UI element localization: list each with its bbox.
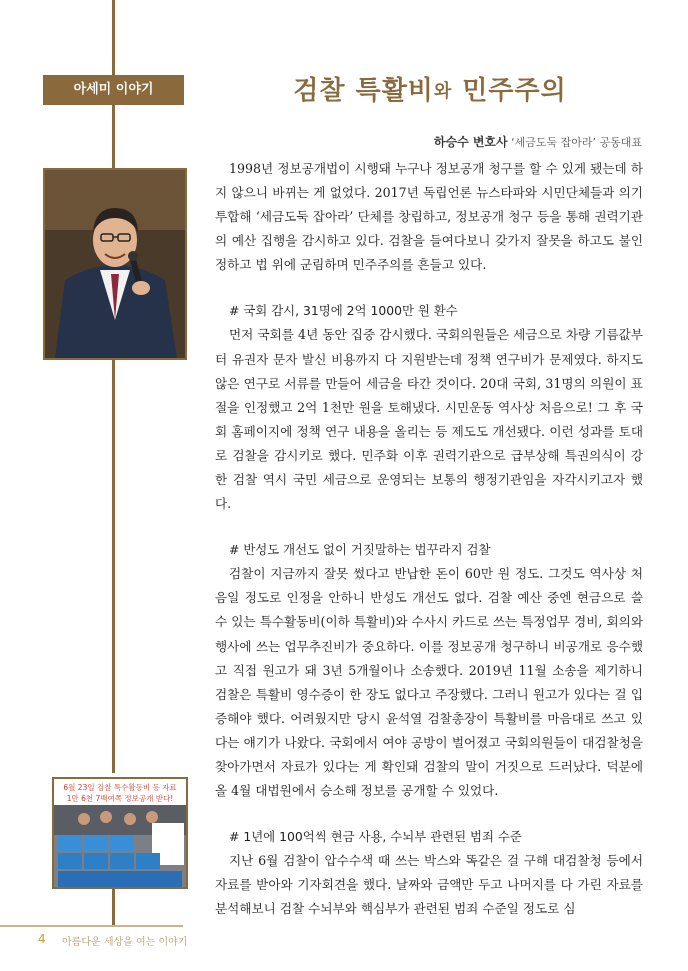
paragraph: 1998년 정보공개법이 시행돼 누구나 정보공개 청구를 할 수 있게 됐는데 하지 않으니 바뀌는 게 없었다. 2017년 독립언론 뉴스타파와 시민단체들과 의기투합해 ‘세금도둑 잡아라’ 단체를 창립하고, 정보공개 청구 등을 통해 권력기관의 예산 집행을 감시하고 있다. 검찰을 들여다보니 갖가지 잘못을 하고도 불인정하고 법 위에 군림하며 민주주의를 흔들고 있다.	[215, 161, 643, 273]
event-photo	[52, 777, 188, 889]
title-part2: 민주주의	[452, 76, 567, 106]
byline	[434, 133, 642, 150]
article-title	[255, 70, 605, 107]
author-org: ‘세금도둑 잡아라’ 공동대표	[511, 136, 642, 149]
caption-line1: 6월 23일 검찰 특수활동비 등 자료	[63, 783, 177, 792]
decorative-vertical-line	[112, 357, 115, 773]
subheading: # 1년에 100억씩 현금 사용, 수뇌부 관련된 범죄 수준	[229, 829, 522, 845]
footer-text: 아름다운 세상을 여는 이야기	[62, 937, 188, 948]
decorative-vertical-line	[112, 887, 115, 925]
article-body	[215, 157, 643, 921]
caption-line2: 1만 6천 7백여쪽 정보공개 받다!	[66, 794, 174, 803]
subheading: # 반성도 개선도 없이 거짓말하는 법꾸라지 검찰	[229, 542, 491, 558]
title-wa: 와	[433, 81, 453, 102]
section-tag: 아세미 이야기	[43, 75, 184, 105]
decorative-vertical-line	[112, 0, 115, 75]
subheading: # 국회 감시, 31명에 2억 1000만 원 환수	[229, 303, 458, 319]
footer-divider	[0, 925, 183, 927]
author-photo	[43, 168, 187, 360]
title-part1: 검찰 특활비	[293, 76, 434, 106]
speaker-illustration	[45, 170, 185, 358]
paragraph: 지난 6월 검찰이 압수수색 때 쓰는 박스와 똑같은 걸 구해 대검찰청 등에서 자료를 받아와 기자회견을 했다. 날짜와 금액만 두고 나머지를 다 가린 자료를 분석해보니 검찰 수뇌부와 핵심부가 관련된 범죄 수준일 정도로 심	[215, 853, 643, 917]
paragraph: 먼저 국회를 4년 동안 집중 감시했다. 국회의원들은 세금으로 차량 기름값부터 유권자 문자 발신 비용까지 다 지원받는데 정책 연구비가 문제였다. 하지도 않은 연구로 서류를 만들어 세금을 타간 것이다. 20대 국회, 31명의 의원이 표절을 인정했고 2억 1천만 원을 토해냈다. 시민운동 역사상 처음으로! 그 후 국회 홈페이지에 정책 연구 내용을 올리는 등 제도도 개선됐다. 이런 성과를 토대로 검찰을 감시키로 했다. 민주화 이후 권력기관으로 급부상해 특권의식이 강한 검찰 역시 국민 세금으로 운영되는 보통의 행정기관임을 자각시키고자 했다.	[215, 327, 643, 512]
paragraph: 검찰이 지금까지 잘못 썼다고 반납한 돈이 60만 원 정도. 그것도 역사상 처음일 정도로 인정을 안하니 반성도 개선도 없다. 검찰 예산 중엔 현금으로 쓸 수 있는 특수활동비(이하 특활비)와 수사시 카드로 쓰는 특정업무 경비, 회의와 행사에 쓰는 업무추진비가 중요하다. 이를 정보공개 청구하니 비공개로 응수했고 직접 원고가 돼 3년 5개월이나 소송했다. 2019년 11월 소송을 제기하니 검찰은 특활비 영수증이 한 장도 없다고 주장했다. 그러니 원고가 있다는 걸 입증해야 했다. 어려웠지만 당시 윤석열 검찰총장이 특활비를 마음대로 쓰고 있다는 얘기가 나왔다. 국회에서 여야 공방이 벌어졌고 국회의원들이 대검찰청을 찾아가면서 자료가 있다는 게 확인돼 검찰의 말이 거짓으로 드러났다. 덕분에 올 4월 대법원에서 승소해 정보를 공개할 수 있었다.	[215, 566, 643, 799]
page-number: 4	[38, 932, 46, 946]
press-conference-illustration	[54, 779, 186, 887]
author-name: 하승수 변호사	[433, 135, 508, 149]
decorative-vertical-line	[112, 105, 115, 169]
